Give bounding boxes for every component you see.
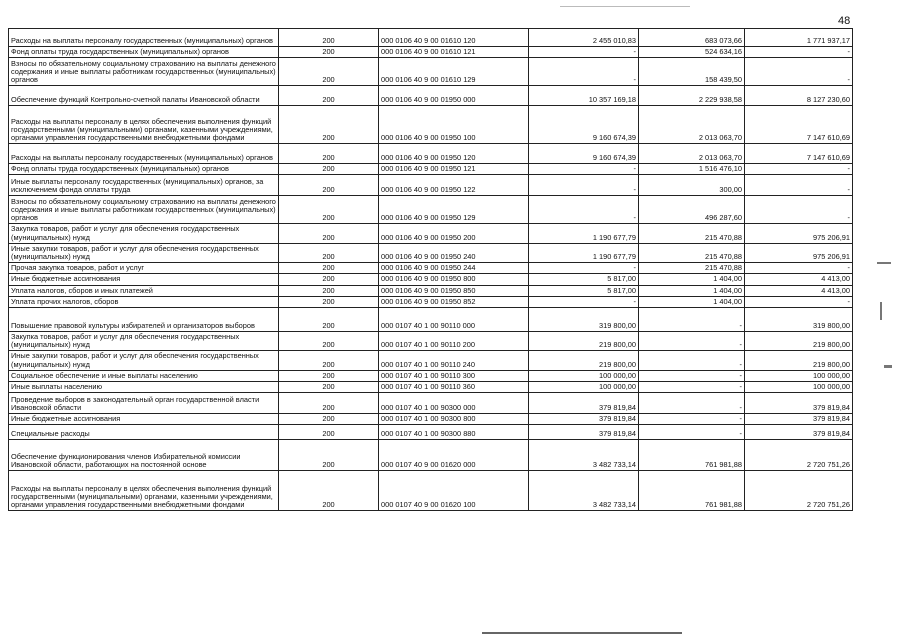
cell-name: Закупка товаров, работ и услуг для обеспечения государственных (муниципальных) нужд	[9, 224, 279, 243]
cell-kbk: 000 0107 40 1 00 90300 800	[379, 414, 529, 425]
table-row	[9, 47, 853, 58]
table-row	[9, 296, 853, 307]
cell-kbk: 000 0107 40 1 00 90300 000	[379, 393, 529, 414]
cell-remaining: 319 800,00	[745, 308, 853, 332]
cell-approved: -	[529, 58, 639, 86]
cell-code: 200	[279, 285, 379, 296]
table-row	[9, 440, 853, 471]
cell-kbk: 000 0107 40 1 00 90110 360	[379, 382, 529, 393]
cell-executed: 300,00	[639, 175, 745, 196]
cell-approved: 219 800,00	[529, 351, 639, 370]
cell-remaining: 100 000,00	[745, 370, 853, 381]
cell-code: 200	[279, 370, 379, 381]
table-body	[9, 29, 853, 511]
cell-code: 200	[279, 332, 379, 351]
table-row	[9, 86, 853, 106]
table-row	[9, 370, 853, 381]
cell-name: Иные выплаты персоналу государственных (муниципальных) органов, за исключением фонда оплаты труда	[9, 175, 279, 196]
cell-kbk: 000 0106 40 9 00 01610 129	[379, 58, 529, 86]
cell-name: Иные выплаты населению	[9, 382, 279, 393]
cell-approved: 100 000,00	[529, 382, 639, 393]
cell-executed: 1 404,00	[639, 296, 745, 307]
cell-code: 200	[279, 263, 379, 274]
cell-executed: 215 470,88	[639, 263, 745, 274]
cell-kbk: 000 0107 40 1 00 90300 880	[379, 425, 529, 440]
cell-executed: 2 013 063,70	[639, 144, 745, 164]
cell-kbk: 000 0106 40 9 00 01950 100	[379, 106, 529, 144]
cell-executed: -	[639, 308, 745, 332]
cell-name: Расходы на выплаты персоналу государственных (муниципальных) органов	[9, 29, 279, 47]
budget-execution-table	[8, 28, 853, 511]
cell-code: 200	[279, 243, 379, 262]
table-row	[9, 243, 853, 262]
scan-mark	[880, 302, 882, 320]
cell-executed: 2 229 938,58	[639, 86, 745, 106]
cell-name: Специальные расходы	[9, 425, 279, 440]
cell-executed: -	[639, 351, 745, 370]
cell-executed: -	[639, 393, 745, 414]
cell-executed: 683 073,66	[639, 29, 745, 47]
cell-executed: -	[639, 370, 745, 381]
cell-code: 200	[279, 382, 379, 393]
cell-name: Расходы на выплаты персоналу в целях обеспечения выполнения функций государственными (муниципальными) органами, казенными учреждениями, органами управления государственными внебюджетными фондами	[9, 106, 279, 144]
table-row	[9, 393, 853, 414]
cell-code: 200	[279, 86, 379, 106]
cell-code: 200	[279, 296, 379, 307]
cell-remaining: 219 800,00	[745, 332, 853, 351]
cell-kbk: 000 0107 40 1 00 90110 200	[379, 332, 529, 351]
cell-name: Расходы на выплаты персоналу в целях обеспечения выполнения функций государственными (муниципальными) органами, казенными учреждениями, органами управления государственными внебюджетными фондами	[9, 471, 279, 511]
cell-remaining: 4 413,00	[745, 285, 853, 296]
cell-approved: -	[529, 296, 639, 307]
cell-kbk: 000 0106 40 9 00 01950 800	[379, 274, 529, 285]
cell-kbk: 000 0107 40 9 00 01620 100	[379, 471, 529, 511]
cell-remaining: 379 819,84	[745, 425, 853, 440]
cell-executed: 1 516 476,10	[639, 164, 745, 175]
table-row	[9, 332, 853, 351]
table-row	[9, 175, 853, 196]
cell-code: 200	[279, 29, 379, 47]
cell-name: Проведение выборов в законодательный орган государственной власти Ивановской области	[9, 393, 279, 414]
table-row	[9, 285, 853, 296]
cell-executed: 158 439,50	[639, 58, 745, 86]
cell-approved: 2 455 010,83	[529, 29, 639, 47]
cell-approved: 5 817,00	[529, 285, 639, 296]
table-row	[9, 351, 853, 370]
cell-name: Взносы по обязательному социальному страхованию на выплаты денежного содержания и иные выплаты работникам государственных (муниципальных) органов	[9, 58, 279, 86]
cell-remaining: 1 771 937,17	[745, 29, 853, 47]
cell-code: 200	[279, 308, 379, 332]
cell-approved: 379 819,84	[529, 393, 639, 414]
cell-remaining: -	[745, 296, 853, 307]
cell-remaining: 219 800,00	[745, 351, 853, 370]
cell-kbk: 000 0106 40 9 00 01950 240	[379, 243, 529, 262]
cell-name: Обеспечение функционирования членов Избирательной комиссии Ивановской области, работающих на постоянной основе	[9, 440, 279, 471]
cell-executed: 2 013 063,70	[639, 106, 745, 144]
table-row	[9, 29, 853, 47]
cell-kbk: 000 0106 40 9 00 01610 121	[379, 47, 529, 58]
cell-code: 200	[279, 471, 379, 511]
cell-remaining: 4 413,00	[745, 274, 853, 285]
cell-remaining: 2 720 751,26	[745, 440, 853, 471]
table-row	[9, 425, 853, 440]
cell-approved: 319 800,00	[529, 308, 639, 332]
cell-executed: -	[639, 425, 745, 440]
cell-kbk: 000 0106 40 9 00 01950 120	[379, 144, 529, 164]
cell-approved: 10 357 169,18	[529, 86, 639, 106]
cell-code: 200	[279, 196, 379, 224]
cell-approved: -	[529, 196, 639, 224]
cell-executed: 761 981,88	[639, 471, 745, 511]
table-row	[9, 224, 853, 243]
cell-approved: 1 190 677,79	[529, 243, 639, 262]
cell-executed: 496 287,60	[639, 196, 745, 224]
cell-approved: -	[529, 175, 639, 196]
cell-kbk: 000 0107 40 1 00 90110 300	[379, 370, 529, 381]
scan-top-line	[560, 6, 690, 7]
cell-remaining: 2 720 751,26	[745, 471, 853, 511]
cell-code: 200	[279, 58, 379, 86]
table-row	[9, 274, 853, 285]
cell-approved: -	[529, 47, 639, 58]
table-row	[9, 471, 853, 511]
cell-name: Иные бюджетные ассигнования	[9, 414, 279, 425]
table-row	[9, 263, 853, 274]
cell-approved: 1 190 677,79	[529, 224, 639, 243]
cell-name: Иные закупки товаров, работ и услуг для обеспечения государственных (муниципальных) нужд	[9, 351, 279, 370]
cell-executed: 215 470,88	[639, 224, 745, 243]
cell-approved: -	[529, 263, 639, 274]
cell-remaining: 379 819,84	[745, 393, 853, 414]
table-row	[9, 308, 853, 332]
cell-remaining: 8 127 230,60	[745, 86, 853, 106]
cell-name: Закупка товаров, работ и услуг для обеспечения государственных (муниципальных) нужд	[9, 332, 279, 351]
cell-code: 200	[279, 224, 379, 243]
cell-executed: -	[639, 414, 745, 425]
cell-code: 200	[279, 175, 379, 196]
cell-kbk: 000 0106 40 9 00 01950 121	[379, 164, 529, 175]
cell-code: 200	[279, 106, 379, 144]
cell-remaining: -	[745, 175, 853, 196]
cell-approved: 3 482 733,14	[529, 471, 639, 511]
cell-name: Социальное обеспечение и иные выплаты населению	[9, 370, 279, 381]
cell-remaining: -	[745, 164, 853, 175]
cell-kbk: 000 0106 40 9 00 01950 129	[379, 196, 529, 224]
cell-code: 200	[279, 274, 379, 285]
cell-approved: 9 160 674,39	[529, 144, 639, 164]
cell-executed: -	[639, 332, 745, 351]
table-row	[9, 382, 853, 393]
cell-code: 200	[279, 414, 379, 425]
cell-approved: -	[529, 164, 639, 175]
table-row	[9, 414, 853, 425]
cell-executed: 215 470,88	[639, 243, 745, 262]
cell-name: Фонд оплаты труда государственных (муниципальных) органов	[9, 164, 279, 175]
scan-bottom-line	[482, 632, 682, 634]
table-row	[9, 164, 853, 175]
cell-name: Фонд оплаты труда государственных (муниципальных) органов	[9, 47, 279, 58]
cell-name: Прочая закупка товаров, работ и услуг	[9, 263, 279, 274]
cell-name: Обеспечение функций Контрольно-счетной палаты Ивановской области	[9, 86, 279, 106]
cell-executed: 1 404,00	[639, 285, 745, 296]
cell-approved: 9 160 674,39	[529, 106, 639, 144]
cell-name: Иные закупки товаров, работ и услуг для обеспечения государственных (муниципальных) нужд	[9, 243, 279, 262]
cell-name: Повышение правовой культуры избирателей и организаторов выборов	[9, 308, 279, 332]
page-number: 48	[838, 15, 851, 27]
table-row	[9, 144, 853, 164]
cell-code: 200	[279, 425, 379, 440]
cell-executed: 524 634,16	[639, 47, 745, 58]
cell-code: 200	[279, 144, 379, 164]
cell-approved: 379 819,84	[529, 425, 639, 440]
cell-kbk: 000 0107 40 1 00 90110 240	[379, 351, 529, 370]
cell-code: 200	[279, 393, 379, 414]
cell-kbk: 000 0106 40 9 00 01610 120	[379, 29, 529, 47]
cell-kbk: 000 0106 40 9 00 01950 122	[379, 175, 529, 196]
cell-name: Уплата прочих налогов, сборов	[9, 296, 279, 307]
cell-remaining: 7 147 610,69	[745, 106, 853, 144]
cell-name: Взносы по обязательному социальному страхованию на выплаты денежного содержания и иные выплаты работникам государственных (муниципальных) органов	[9, 196, 279, 224]
cell-code: 200	[279, 351, 379, 370]
cell-name: Уплата налогов, сборов и иных платежей	[9, 285, 279, 296]
cell-code: 200	[279, 164, 379, 175]
cell-approved: 219 800,00	[529, 332, 639, 351]
cell-remaining: -	[745, 196, 853, 224]
cell-kbk: 000 0106 40 9 00 01950 852	[379, 296, 529, 307]
cell-kbk: 000 0106 40 9 00 01950 200	[379, 224, 529, 243]
cell-remaining: 7 147 610,69	[745, 144, 853, 164]
cell-remaining: -	[745, 47, 853, 58]
cell-remaining: -	[745, 263, 853, 274]
cell-executed: 761 981,88	[639, 440, 745, 471]
cell-remaining: 975 206,91	[745, 224, 853, 243]
cell-name: Расходы на выплаты персоналу государственных (муниципальных) органов	[9, 144, 279, 164]
cell-code: 200	[279, 47, 379, 58]
cell-kbk: 000 0107 40 9 00 01620 000	[379, 440, 529, 471]
cell-remaining: -	[745, 58, 853, 86]
table-row	[9, 58, 853, 86]
scan-mark	[877, 262, 891, 264]
table-row	[9, 196, 853, 224]
cell-remaining: 379 819,84	[745, 414, 853, 425]
cell-approved: 3 482 733,14	[529, 440, 639, 471]
cell-kbk: 000 0107 40 1 00 90110 000	[379, 308, 529, 332]
cell-approved: 5 817,00	[529, 274, 639, 285]
cell-kbk: 000 0106 40 9 00 01950 000	[379, 86, 529, 106]
cell-executed: 1 404,00	[639, 274, 745, 285]
cell-name: Иные бюджетные ассигнования	[9, 274, 279, 285]
cell-approved: 379 819,84	[529, 414, 639, 425]
cell-kbk: 000 0106 40 9 00 01950 244	[379, 263, 529, 274]
cell-remaining: 975 206,91	[745, 243, 853, 262]
cell-executed: -	[639, 382, 745, 393]
cell-approved: 100 000,00	[529, 370, 639, 381]
cell-remaining: 100 000,00	[745, 382, 853, 393]
scan-mark	[884, 365, 892, 368]
cell-kbk: 000 0106 40 9 00 01950 850	[379, 285, 529, 296]
cell-code: 200	[279, 440, 379, 471]
table-row	[9, 106, 853, 144]
